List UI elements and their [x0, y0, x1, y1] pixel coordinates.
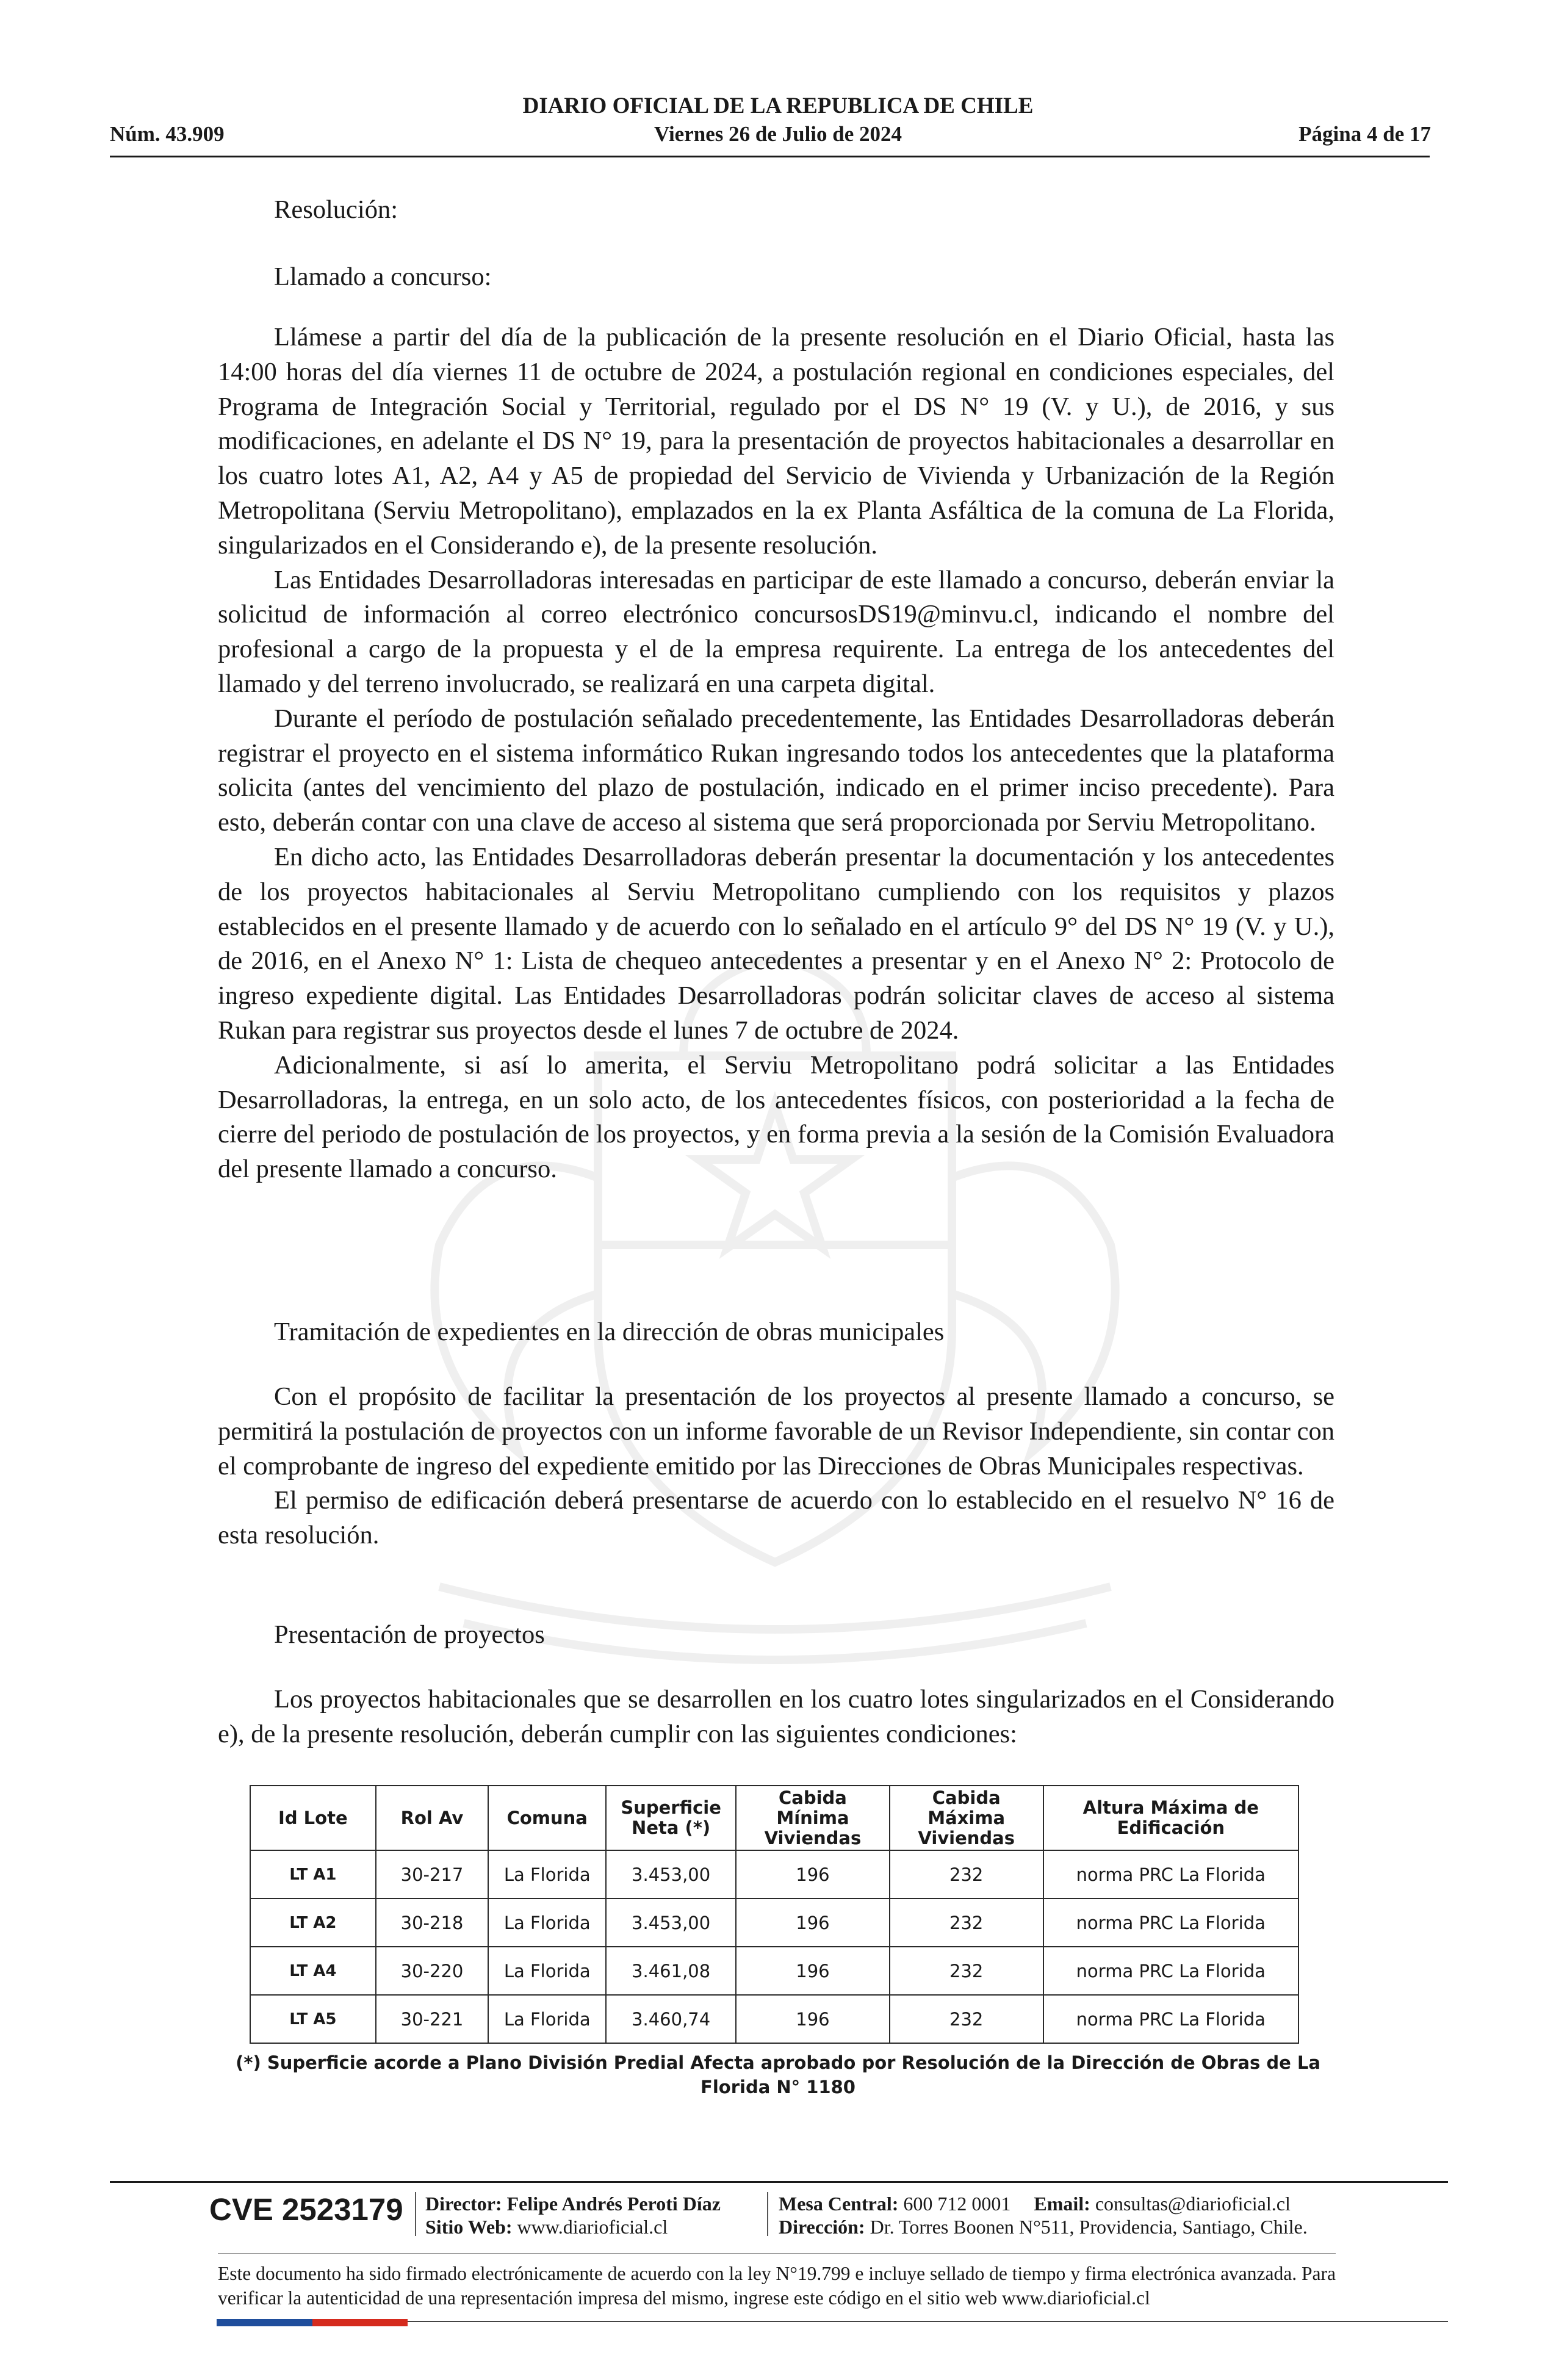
paragraph: Durante el período de postulación señalado precedentemente, las Entidades Desarrolladoras deberán registrar el proyecto en el sistema informático Rukan ingresando todos los antecedentes que la plataforma solicita (antes del vencimiento del plazo de postulación, indicado en el primer inciso precedente). Para esto, deberán contar con una clave de acceso al sistema que será proporcionada por Serviu Metropolitano.: [218, 704, 1334, 837]
website-line: [425, 2215, 668, 2238]
cell-rol-av: 30-217: [376, 1850, 489, 1899]
presentacion-body: [218, 1682, 1334, 1752]
table-row: [250, 1995, 1298, 2043]
col-superficie: Superficie Neta (*): [606, 1786, 736, 1850]
table-header-row: [250, 1786, 1298, 1850]
issue-number: Núm. 43.909: [110, 122, 225, 146]
col-rol-av: Rol Av: [376, 1786, 489, 1850]
flag-blue-segment: [217, 2319, 312, 2326]
cell-comuna: La Florida: [488, 1947, 606, 1995]
col-cabida-maxima: Cabida Máxima Viviendas: [890, 1786, 1043, 1850]
footer-thin-divider: [218, 2253, 1336, 2254]
website-label: Sitio Web:: [425, 2216, 513, 2238]
footer-bottom-rule: [408, 2321, 1448, 2322]
cell-id-lote: LT A2: [250, 1899, 376, 1947]
footer-separator: [415, 2192, 416, 2236]
tramitacion-heading: Tramitación de expedientes en la dirección de obras municipales: [274, 1318, 945, 1346]
cell-id-lote: LT A5: [250, 1995, 376, 2043]
mesa-phone: 600 712 0001: [903, 2193, 1011, 2215]
website-link[interactable]: www.diarioficial.cl: [517, 2216, 668, 2238]
header-divider: [110, 156, 1430, 157]
table-row: [250, 1947, 1298, 1995]
email-label: Email:: [1034, 2193, 1090, 2215]
cell-cabida-minima: 196: [736, 1899, 890, 1947]
address-label: Dirección:: [779, 2216, 865, 2238]
cell-superficie: 3.461,08: [606, 1947, 736, 1995]
lots-table: [250, 1785, 1299, 2044]
col-id-lote: Id Lote: [250, 1786, 376, 1850]
director-label: Director:: [425, 2193, 502, 2215]
table-row: [250, 1899, 1298, 1947]
footer-divider: [110, 2181, 1448, 2183]
table-footnote: (*) Superficie acorde a Plano División Predial Afecta aprobado por Resolución de la Dirección de Obras de La Florida N° 1180: [236, 2052, 1320, 2097]
presentacion-heading: Presentación de proyectos: [274, 1620, 545, 1649]
cell-cabida-minima: 196: [736, 1947, 890, 1995]
flag-red-segment: [312, 2319, 408, 2326]
cell-id-lote: LT A4: [250, 1947, 376, 1995]
cell-altura-maxima: norma PRC La Florida: [1043, 1850, 1298, 1899]
paragraph: Con el propósito de facilitar la presentación de los proyectos al presente llamado a concurso, se permitirá la postulación de proyectos con un informe favorable de un Revisor Independiente, sin contar con el comprobante de ingreso del expediente emitido por las Direcciones de Obras Municipales respectivas.: [218, 1382, 1334, 1480]
cell-cabida-minima: 196: [736, 1850, 890, 1899]
newspaper-title: DIARIO OFICIAL DE LA REPUBLICA DE CHILE: [522, 93, 1034, 118]
cell-comuna: La Florida: [488, 1995, 606, 2043]
cell-superficie: 3.460,74: [606, 1995, 736, 2043]
paragraph: Adicionalmente, si así lo amerita, el Serviu Metropolitano podrá solicitar a las Entidades Desarrolladoras, la entrega, en un solo acto, de los antecedentes físicos, con posterioridad a la fecha de cierre del periodo de postulación de los proyectos, y en forma previa a la sesión de la Comisión Evaluadora del presente llamado a concurso.: [218, 1050, 1334, 1184]
cell-rol-av: 30-220: [376, 1947, 489, 1995]
cell-comuna: La Florida: [488, 1899, 606, 1947]
cell-altura-maxima: norma PRC La Florida: [1043, 1947, 1298, 1995]
address-line: [779, 2215, 1308, 2238]
cell-id-lote: LT A1: [250, 1850, 376, 1899]
address-value: Dr. Torres Boonen N°511, Providencia, Santiago, Chile.: [870, 2216, 1308, 2238]
cell-cabida-minima: 196: [736, 1995, 890, 2043]
cell-cabida-maxima: 232: [890, 1995, 1043, 2043]
page-indicator: Página 4 de 17: [1298, 122, 1431, 146]
signature-notice: Este documento ha sido firmado electrónicamente de acuerdo con la ley N°19.799 e incluye sellado de tiempo y firma electrónica avanzada. Para verificar la autenticidad de una representación impresa del mismo, ingrese este código en el sitio web www.diarioficial.cl: [218, 2263, 1336, 2309]
cell-altura-maxima: norma PRC La Florida: [1043, 1899, 1298, 1947]
cve-code: CVE 2523179: [209, 2192, 403, 2227]
footer-separator: [767, 2192, 768, 2236]
cell-rol-av: 30-221: [376, 1995, 489, 2043]
llamado-heading: Llamado a concurso:: [274, 262, 492, 291]
paragraph: Llámese a partir del día de la publicación de la presente resolución en el Diario Oficial, hasta las 14:00 horas del día viernes 11 de octubre de 2024, a postulación regional en condiciones especiales, del Programa de Integración Social y Territorial, regulado por el DS N° 19 (V. y U.), de 2016, y sus modificaciones, en adelante el DS N° 19, para la presentación de proyectos habitacionales a desarrollar en los cuatro lotes A1, A2, A4 y A5 de propiedad del Servicio de Vivienda y Urbanización de la Región Metropolitana (Serviu Metropolitano), emplazados en la ex Planta Asfáltica de la comuna de La Florida, singularizados en el Considerando e), de la presente resolución.: [218, 323, 1334, 560]
col-cabida-minima: Cabida Mínima Viviendas: [736, 1786, 890, 1850]
table-row: [250, 1850, 1298, 1899]
cell-rol-av: 30-218: [376, 1899, 489, 1947]
director-name: Felipe Andrés Peroti Díaz: [506, 2193, 721, 2215]
contact-line: [779, 2192, 1291, 2215]
cell-superficie: 3.453,00: [606, 1899, 736, 1947]
email-link[interactable]: consultas@diarioficial.cl: [1095, 2193, 1291, 2215]
cell-altura-maxima: norma PRC La Florida: [1043, 1995, 1298, 2043]
tramitacion-body: [218, 1380, 1334, 1553]
chile-flag-bar: [217, 2319, 408, 2326]
paragraph: Los proyectos habitacionales que se desarrollen en los cuatro lotes singularizados en el Considerando e), de la presente resolución, deberán cumplir con las siguientes condiciones:: [218, 1685, 1334, 1748]
issue-date: Viernes 26 de Julio de 2024: [654, 122, 902, 146]
cell-cabida-maxima: 232: [890, 1947, 1043, 1995]
director-line: [425, 2192, 721, 2215]
resolucion-label: Resolución:: [274, 195, 398, 224]
llamado-body: [218, 320, 1334, 1187]
cell-cabida-maxima: 232: [890, 1850, 1043, 1899]
paragraph: En dicho acto, las Entidades Desarrolladoras deberán presentar la documentación y los antecedentes de los proyectos habitacionales al Serviu Metropolitano cumpliendo con los requisitos y plazos establecidos en el presente llamado y de acuerdo con lo señalado en el artículo 9° del DS N° 19 (V. y U.), de 2016, en el Anexo N° 1: Lista de chequeo antecedentes a presentar y en el Anexo N° 2: Protocolo de ingreso expediente digital. Las Entidades Desarrolladoras podrán solicitar claves de acceso al sistema Rukan para registrar sus proyectos desde el lunes 7 de octubre de 2024.: [218, 842, 1334, 1045]
paragraph: El permiso de edificación deberá presentarse de acuerdo con lo establecido en el resuelvo N° 16 de esta resolución.: [218, 1486, 1334, 1550]
col-altura-maxima: Altura Máxima de Edificación: [1043, 1786, 1298, 1850]
cell-superficie: 3.453,00: [606, 1850, 736, 1899]
cell-cabida-maxima: 232: [890, 1899, 1043, 1947]
paragraph: Las Entidades Desarrolladoras interesadas en participar de este llamado a concurso, deberán enviar la solicitud de información al correo electrónico concursosDS19@minvu.cl, indicando el nombre del profesional a cargo de la propuesta y el de la empresa requirente. La entrega de los antecedentes del llamado y del terreno involucrado, se realizará en una carpeta digital.: [218, 565, 1334, 698]
mesa-label: Mesa Central:: [779, 2193, 899, 2215]
cell-comuna: La Florida: [488, 1850, 606, 1899]
col-comuna: Comuna: [488, 1786, 606, 1850]
